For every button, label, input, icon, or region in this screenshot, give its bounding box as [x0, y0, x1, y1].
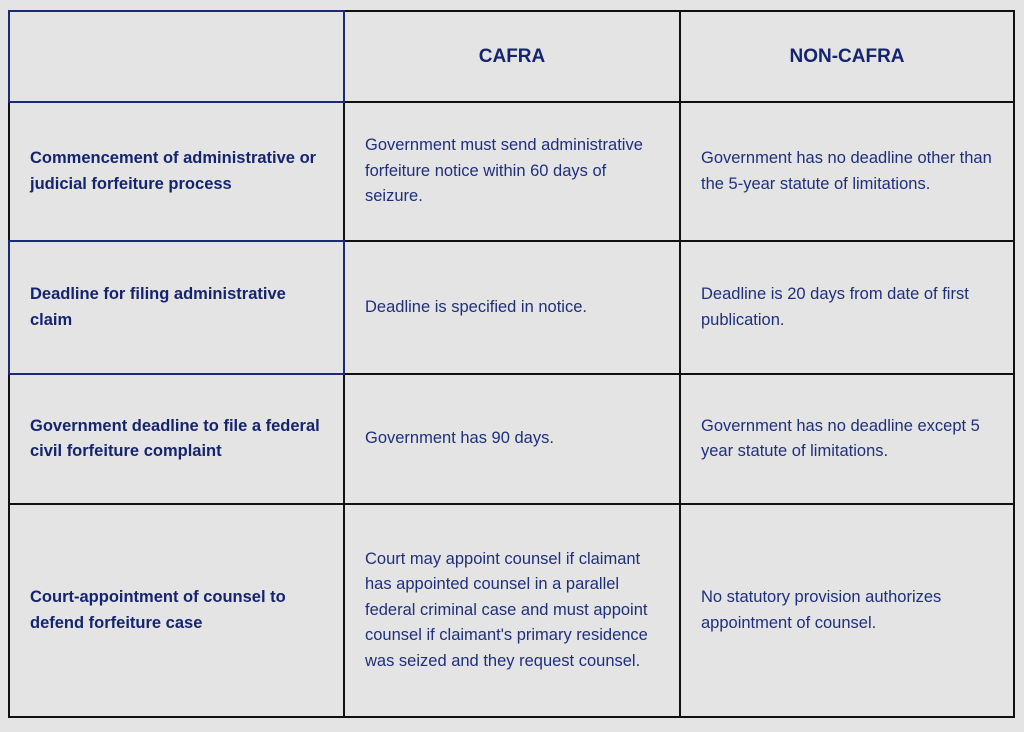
header-cafra-cell [343, 10, 681, 103]
non-cafra-value: Government has no deadline except 5 year statute of limitations. [701, 416, 980, 460]
row-1-label-cell [8, 101, 345, 242]
cafra-value: Court may appoint counsel if claimant has appointed counsel in a parallel federal criminal case and must appoint counsel if claimant's primary residence was seized and they request counsel. [365, 549, 648, 670]
row-2-label-cell [8, 240, 345, 375]
row-3-label-cell [8, 373, 345, 505]
cafra-value: Government must send administrative forfeiture notice within 60 days of seizure. [365, 136, 643, 206]
row-1-cafra-cell [343, 101, 681, 242]
cafra-value: Government has 90 days. [365, 429, 554, 448]
header-cafra: CAFRA [478, 45, 546, 67]
row-label: Deadline for filing administrative claim [30, 285, 286, 329]
row-4-non-cafra-cell [679, 503, 1015, 718]
non-cafra-value: Government has no deadline other than the 5-year statute of limitations. [701, 149, 992, 193]
cafra-value: Deadline is specified in notice. [365, 297, 587, 316]
header-non-cafra-cell [679, 10, 1015, 103]
row-3-cafra-cell [343, 373, 681, 505]
row-2-cafra-cell [343, 240, 681, 375]
row-label: Government deadline to file a federal civil forfeiture complaint [30, 416, 320, 460]
header-empty-cell [8, 10, 345, 103]
row-label: Commencement of administrative or judicial forfeiture process [30, 149, 317, 193]
row-label: Court-appointment of counsel to defend forfeiture case [30, 588, 286, 632]
row-2-non-cafra-cell [679, 240, 1015, 375]
comparison-table [8, 10, 1015, 717]
row-4-cafra-cell [343, 503, 681, 718]
row-1-non-cafra-cell [679, 101, 1015, 242]
non-cafra-value: Deadline is 20 days from date of first publication. [701, 285, 969, 329]
row-4-label-cell [8, 503, 345, 718]
non-cafra-value: No statutory provision authorizes appointment of counsel. [701, 588, 942, 632]
row-3-non-cafra-cell [679, 373, 1015, 505]
header-non-cafra: NON-CAFRA [789, 45, 905, 67]
